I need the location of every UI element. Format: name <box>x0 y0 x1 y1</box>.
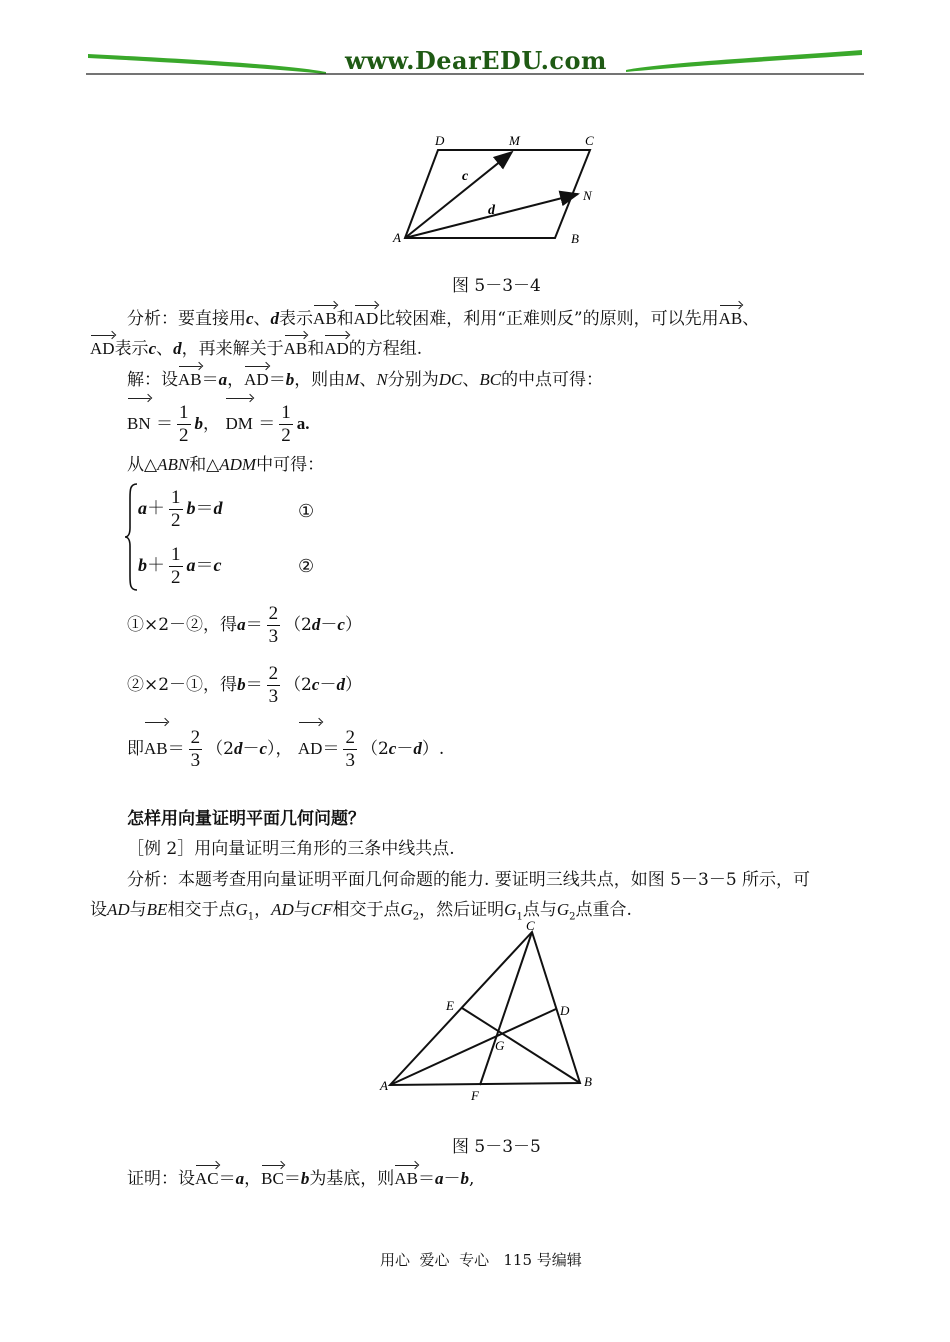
example-line: ［例 2］用向量证明三角形的三条中线共点. <box>127 839 455 859</box>
vector-AC: AC <box>195 1163 219 1191</box>
label-B: B <box>571 231 579 246</box>
section-heading: 怎样用向量证明平面几何问题？ <box>127 809 365 829</box>
vector-AB: AB <box>719 303 743 331</box>
op: － <box>443 1169 461 1189</box>
label-C: C <box>585 133 594 148</box>
segment-AD: AD <box>271 900 294 919</box>
triangle-ADM: ADM <box>219 455 257 474</box>
solution-line <box>127 364 603 392</box>
sep: 、 <box>156 339 174 359</box>
text: 为基底，则 <box>309 1169 395 1189</box>
var-a: a <box>237 615 246 634</box>
segment-BC: BC <box>479 370 502 389</box>
fraction-half: $\frac{1}{2}$ <box>171 487 181 532</box>
var-c: c <box>311 675 320 694</box>
triangle-outline <box>390 932 580 1085</box>
analysis1-line2 <box>90 333 422 361</box>
var-b: b <box>237 675 246 694</box>
point-G2: G <box>400 900 413 919</box>
var-b: b <box>300 1169 310 1188</box>
paren: （2 <box>284 615 312 635</box>
text: 点与 <box>522 900 557 920</box>
vector-AD: AD <box>298 720 323 774</box>
paren: ） <box>344 615 362 635</box>
page-header <box>86 44 864 78</box>
var-d: d <box>336 675 345 694</box>
op: － <box>242 739 260 759</box>
var-a: a <box>186 555 196 575</box>
median-CF <box>480 932 532 1085</box>
text: ，再来解关于 <box>181 339 284 359</box>
system-eq2 <box>138 541 222 589</box>
vector-AD: AD <box>90 333 115 361</box>
eq: ＝ <box>167 739 185 759</box>
vector-AD: AD <box>324 333 349 361</box>
op: ＋ <box>147 555 165 575</box>
eq1-marker: ① <box>298 501 315 522</box>
median-BE <box>462 1008 580 1083</box>
vector-BC: BC <box>261 1163 284 1191</box>
text: 比较困难，利用“正难则反”的原则，可以先用 <box>378 309 719 329</box>
var-a: a <box>138 498 147 518</box>
figure-parallelogram <box>385 128 615 258</box>
op: － <box>396 739 414 759</box>
var-a: a <box>434 1169 444 1188</box>
vector-AB: AB <box>284 333 308 361</box>
result-b-line <box>127 660 362 710</box>
punct: , <box>468 1169 475 1189</box>
vector-AB: AB <box>178 364 202 392</box>
var-c: c <box>337 615 345 634</box>
var-b: b <box>194 414 204 433</box>
sep: 、 <box>253 309 271 329</box>
sep: ， <box>227 370 245 390</box>
label-M: M <box>509 133 520 148</box>
point-G1: G <box>504 900 517 919</box>
text: 分别为 <box>387 370 439 390</box>
label-G: G <box>495 1038 505 1053</box>
analysis1-line1 <box>127 303 759 331</box>
segment-CF: CF <box>310 900 333 919</box>
proof-label: 证明：设 <box>127 1169 195 1189</box>
paren: （2 <box>284 675 312 695</box>
text: ①×2－②，得 <box>127 615 238 635</box>
sep: ， <box>254 900 272 920</box>
figure-triangle-medians <box>378 920 608 1105</box>
result-vector-line <box>127 720 444 770</box>
eq: ＝ <box>245 615 263 635</box>
vector-AD: AD <box>244 364 269 392</box>
text: 与 <box>129 900 147 920</box>
var-d: d <box>270 309 280 328</box>
proof-line <box>127 1163 474 1191</box>
subscript: 2 <box>569 911 576 923</box>
result-a-line <box>127 600 362 650</box>
label-c: c <box>462 169 469 184</box>
text: 设 <box>90 900 107 920</box>
op: － <box>319 675 337 695</box>
var-c: c <box>148 339 157 358</box>
eq: ＝ <box>195 555 214 575</box>
text: 和 <box>336 309 354 329</box>
var-b: b <box>138 555 147 575</box>
label-N: N <box>583 188 592 203</box>
var-b: b <box>186 498 196 518</box>
text: 的方程组. <box>348 339 423 359</box>
var-a: a <box>235 1169 245 1188</box>
var-d: d <box>413 739 422 758</box>
paren: （2 <box>360 739 389 759</box>
eq: ＝ <box>268 370 286 390</box>
label-A: A <box>393 230 401 245</box>
text: 中可得： <box>256 455 325 475</box>
solution-label: 解：设 <box>127 370 178 390</box>
sep: 、 <box>462 370 480 390</box>
header-left-swoosh <box>88 54 326 74</box>
paren: ） <box>344 675 362 695</box>
point-G1: G <box>235 900 248 919</box>
sep: 、 <box>742 309 760 329</box>
text: ②×2－①，得 <box>127 675 238 695</box>
label-d: d <box>488 203 495 218</box>
text: 相交于点 <box>332 900 401 920</box>
var-c: c <box>213 555 222 575</box>
var-b: b <box>285 370 295 389</box>
from-triangles-line <box>127 453 324 477</box>
text: ，则由 <box>294 370 346 390</box>
label-D: D <box>560 1003 570 1018</box>
page-footer: 用心 爱心 专心 115 号编辑 <box>380 1251 582 1269</box>
paren: （2 <box>206 739 234 759</box>
subscript: 1 <box>516 911 523 923</box>
vector-AD: AD <box>354 303 379 331</box>
fraction-two-thirds: $\frac{2}{3}$ <box>268 603 279 647</box>
eq: ＝ <box>258 414 276 434</box>
op: ＋ <box>147 498 165 518</box>
var-c: c <box>246 309 254 328</box>
segment-BE: BE <box>146 900 168 919</box>
subscript: 2 <box>412 911 420 923</box>
var-a: a <box>218 370 228 389</box>
median-AD <box>390 1009 556 1085</box>
header-site: www.DearEDU.com <box>345 46 607 75</box>
label-D: D <box>435 133 445 148</box>
figure2-caption: 图 5－3－5 <box>452 1137 541 1157</box>
section-analysis-line1: 分析：本题考查用向量证明平面几何命题的能力. 要证明三线共点，如图 5－3－5 所示，可 <box>127 870 811 890</box>
subscript: 1 <box>247 911 255 923</box>
text: 相交于点 <box>167 900 236 920</box>
text: 从△ <box>127 455 158 475</box>
label-E: E <box>446 998 454 1013</box>
vector-AB: AB <box>394 1163 418 1191</box>
text: 与 <box>293 900 311 920</box>
text: 的中点可得： <box>501 370 604 390</box>
fraction-half: $\frac{1}{2}$ <box>171 544 181 589</box>
label-B: B <box>584 1074 592 1089</box>
eq: ＝ <box>283 1169 301 1189</box>
header-right-swoosh <box>626 50 862 72</box>
point-M: M <box>345 370 360 389</box>
eq: ＝ <box>322 739 340 759</box>
eq: ＝ <box>156 414 174 434</box>
triangle-ABN: ABN <box>157 455 190 474</box>
segment-AD: AD <box>107 900 130 919</box>
var-d: d <box>173 339 182 358</box>
text: 和△ <box>189 455 220 475</box>
var-d: d <box>311 615 321 634</box>
var-b: b <box>460 1169 469 1188</box>
label-F: F <box>471 1088 479 1103</box>
eq: ＝ <box>218 1169 236 1189</box>
figure1-caption: 图 5－3－4 <box>452 276 541 296</box>
fraction-two-thirds: $\frac{2}{3}$ <box>268 663 279 707</box>
text: 和 <box>307 339 325 359</box>
sep: ， <box>203 414 221 434</box>
label-A: A <box>380 1078 388 1093</box>
var-d: d <box>233 739 243 758</box>
eq: ＝ <box>417 1169 435 1189</box>
var-c: c <box>388 739 397 758</box>
eq: ＝ <box>245 675 263 695</box>
fraction-two-thirds: $\frac{2}{3}$ <box>345 727 355 771</box>
vector-BN: BN <box>127 396 151 448</box>
paren: ）. <box>421 739 445 759</box>
point-N: N <box>376 370 388 389</box>
segment-DC: DC <box>438 370 463 389</box>
text: 表示 <box>114 339 149 359</box>
vector-DM: DM <box>225 396 252 448</box>
text: 表示 <box>279 309 314 329</box>
var-c: c <box>259 739 267 758</box>
var-a: a. <box>296 414 310 433</box>
fraction-half: $\frac{1}{2}$ <box>281 402 291 446</box>
system-eq1 <box>138 484 223 532</box>
label-C: C <box>526 920 535 933</box>
sep: 、 <box>359 370 377 390</box>
text: 即 <box>127 739 144 759</box>
eq-bn-dm <box>127 396 310 444</box>
var-d: d <box>213 498 223 518</box>
paren: ）， <box>267 739 293 759</box>
vector-AB: AB <box>144 720 168 774</box>
eq: ＝ <box>201 370 219 390</box>
analysis-label: 分析：要直接用 <box>127 309 246 329</box>
text: ，然后证明 <box>419 900 505 920</box>
vector-AB: AB <box>313 303 337 331</box>
fraction-half: $\frac{1}{2}$ <box>179 402 189 446</box>
text: 点重合. <box>575 900 632 920</box>
fraction-two-thirds: $\frac{2}{3}$ <box>190 727 201 771</box>
op: － <box>320 615 338 635</box>
eq: ＝ <box>195 498 214 518</box>
point-G2: G <box>556 900 570 919</box>
eq2-marker: ② <box>298 556 315 577</box>
sep: ， <box>244 1169 262 1189</box>
